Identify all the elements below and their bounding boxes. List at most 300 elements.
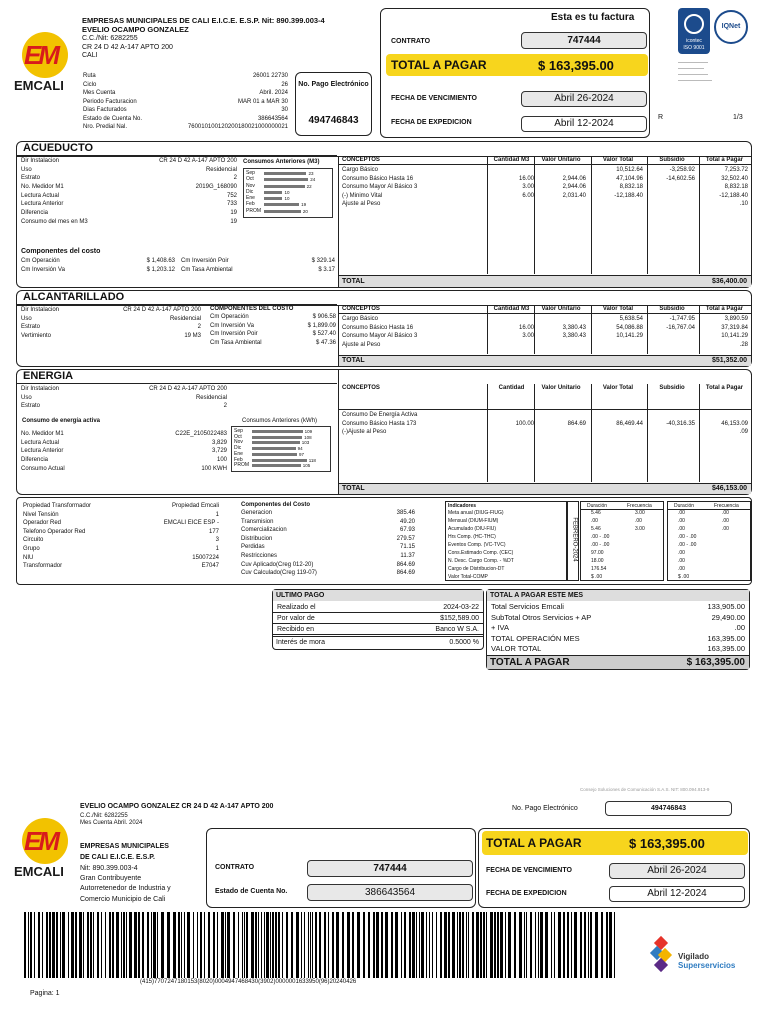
column-header: Subsidio	[659, 157, 685, 163]
month-total-row	[487, 623, 749, 634]
frequency-value: 3.00	[635, 510, 645, 516]
total-value: $ 163,395.00	[538, 58, 614, 73]
technical-cost-row-value: 71.15	[399, 544, 415, 551]
barcode-bar	[270, 912, 271, 978]
barcode-bar	[352, 912, 354, 978]
alcantarillado-cost-row-value: $ 47.36	[315, 340, 336, 347]
barcode-bar	[266, 912, 269, 978]
customer-id: C.C./Nit: 6282255	[82, 35, 138, 42]
technical-cost-row	[241, 535, 415, 544]
barcode-bar	[558, 912, 561, 978]
technical-row-value: E7047	[201, 563, 219, 570]
technical-section	[16, 497, 752, 585]
barcode-bar	[30, 912, 32, 978]
barcode-bar	[56, 912, 58, 978]
coupon-company-nit: Nit: 890.399.003-4	[80, 865, 138, 872]
last-payment-label: Recibido en	[277, 626, 314, 633]
account-row	[83, 123, 288, 132]
chart-month-label: Dic	[246, 188, 254, 195]
energia-active-row	[21, 430, 227, 439]
coupon-company-4: Autorretenedor de Industria y	[80, 885, 171, 892]
column-header: CONCEPTOS	[342, 157, 380, 163]
barcode-bar	[584, 912, 586, 978]
due-label: FECHA DE VENCIMIENTO	[391, 95, 477, 102]
grand-total-value: $ 163,395.00	[686, 657, 745, 668]
barcode-bar	[419, 912, 420, 978]
table-cell: 7,253.72	[724, 167, 748, 173]
barcode-bar	[264, 912, 265, 978]
account-row-value: 30	[281, 107, 288, 113]
alcantarillado-cost-row-label: Cm Tasa Ambiental	[210, 340, 262, 347]
duration-value: 5.46	[591, 510, 601, 516]
last-payment-value: 2024-03-22	[443, 604, 479, 611]
chart-month-label: Oct	[246, 176, 254, 183]
table-cell: -12,188.40	[719, 192, 748, 199]
duration-header: Duración	[674, 503, 695, 509]
frequency-value: .00	[635, 518, 642, 524]
technical-cost-row	[241, 526, 415, 535]
frequency-value: 3.00	[635, 526, 645, 532]
acueducto-concepts-table	[339, 156, 751, 274]
barcode-bar	[68, 912, 69, 978]
barcode-bar	[75, 912, 77, 978]
cost-label: Cm Operación	[21, 258, 60, 264]
indicator-label: Cons.Estimado Comp. (CEC)	[448, 550, 514, 556]
barcode-bar	[134, 912, 137, 978]
table-cell: (-)Ajuste al Peso	[342, 429, 387, 435]
duration-value: 5.46	[591, 526, 601, 532]
barcode-bar	[421, 912, 424, 978]
account-row-value: 386643564	[257, 115, 288, 122]
acueducto-cost-row	[21, 258, 335, 267]
chart-bar	[264, 203, 299, 206]
table-cell: .09	[739, 429, 748, 435]
payment-number-label: No. Pago Electrónico	[298, 81, 369, 88]
alcantarillado-info-row-label: Estrato	[21, 324, 41, 331]
month-total-row	[487, 602, 749, 613]
coupon-contract-box	[206, 828, 476, 908]
barcode-bar	[530, 912, 532, 978]
acueducto-chart-title: Consumos Anteriores (M3)	[243, 159, 320, 165]
energia-active-row-label: Lectura Actual	[21, 439, 60, 446]
table-cell: -14,602.56	[666, 175, 695, 182]
barcode-bar	[500, 912, 503, 978]
company-line: EMPRESAS MUNICIPALES DE CALI E.I.C.E. E.S.P. Nit: 890.399.003-4	[82, 16, 325, 25]
energia-info-row-value: Residencial	[195, 394, 227, 401]
barcode-bar	[233, 912, 235, 978]
coupon-customer: EVELIO OCAMPO GONZALEZ CR 24 D 42 A-147 APTO 200	[80, 803, 274, 810]
acueducto-title: ACUEDUCTO	[17, 142, 337, 156]
column-header: Subsidio	[659, 306, 685, 312]
barcode-bar	[301, 912, 302, 978]
energia-active-row-label: Consumo Actual	[21, 465, 65, 472]
alcantarillado-info-row	[21, 306, 201, 315]
barcode-bar	[376, 912, 379, 978]
barcode-bar	[71, 912, 74, 978]
barcode-bar	[466, 912, 467, 978]
technical-cost-row-label: Distribucion	[241, 535, 273, 542]
coupon-emcali-logo: EM EMCALI	[14, 818, 76, 880]
technical-row-label: Transformador	[23, 563, 63, 570]
table-cell: Consumo Básico Hasta 173	[342, 420, 417, 427]
energia-active-row-label: Lectura Anterior	[21, 448, 64, 455]
technical-row-value: 3	[215, 537, 219, 544]
barcode-bar	[452, 912, 455, 978]
energia-chart-title: Consumos Anteriores (kWh)	[242, 418, 318, 424]
barcode-bar	[310, 912, 311, 978]
barcode-bar	[197, 912, 198, 978]
barcode-bar	[153, 912, 156, 978]
barcode-bar	[157, 912, 158, 978]
account-row-label: Ruta	[83, 73, 96, 79]
issue-label: FECHA DE EXPEDICION	[391, 119, 472, 126]
barcode-bar	[480, 912, 482, 978]
barcode-bar	[204, 912, 205, 978]
chart-bar-value: 97	[299, 451, 305, 457]
chart-month-label: Feb	[234, 456, 243, 463]
table-cell: 5,638.54	[619, 316, 643, 322]
acueducto-info-row-value: Residencial	[205, 166, 237, 173]
table-cell: 10,141.29	[616, 333, 643, 339]
energia-active-row-label: No. Medidor M1	[21, 431, 64, 437]
alcantarillado-total-bar: TOTAL $51,352.00	[339, 355, 751, 366]
table-header	[339, 384, 751, 410]
month-total-value: .00	[734, 623, 745, 632]
account-row	[83, 106, 288, 115]
energia-info-row-label: Estrato	[21, 403, 41, 410]
energia-active-row-value: C22E_2105022483	[175, 431, 227, 437]
chart-month-label: Ene	[246, 195, 255, 202]
technical-cost-row-label: Restricciones	[241, 552, 278, 559]
issue-value: Abril 12-2024	[521, 116, 647, 132]
barcode-bar	[138, 912, 140, 978]
technical-cost-row-label: Cuv Calculado(Creg 119-07)	[241, 570, 317, 577]
frequency-value: .00	[722, 526, 729, 532]
page-fraction: 1/3	[733, 114, 743, 121]
barcode-bar	[46, 912, 48, 978]
duration-value: .00	[678, 550, 685, 556]
barcode-bar	[538, 912, 539, 978]
technical-cost-row	[241, 569, 415, 578]
last-payment-row	[273, 613, 483, 624]
barcode-bar	[282, 912, 283, 978]
account-row	[83, 98, 288, 107]
table-cell: 3,380.43	[562, 324, 586, 331]
cost-label: Cm Inversión Va	[21, 267, 65, 273]
duration-value: .00 - .00	[678, 534, 697, 540]
technical-row-label: Nivel Tensión	[23, 511, 59, 518]
technical-cost-title: Componentes del Costo	[241, 502, 311, 508]
barcode-bar	[161, 912, 164, 978]
technical-row-value: 177	[208, 528, 219, 535]
table-cell: 3.00	[522, 184, 534, 190]
barcode-bar	[34, 912, 35, 978]
account-row-label: Periodo Facturacion	[83, 98, 137, 105]
acueducto-info-row-value: 19	[230, 218, 237, 225]
acueducto-info-row	[21, 157, 237, 166]
column-header: Valor Total	[602, 157, 634, 163]
barcode-bar	[497, 912, 499, 978]
barcode-bar	[357, 912, 360, 978]
barcode-bar	[242, 912, 243, 978]
due-value: Abril 26-2024	[521, 91, 647, 107]
contract-value: 747444	[521, 32, 647, 49]
table-cell: -3,258.92	[669, 167, 695, 173]
barcode-bar	[483, 912, 485, 978]
account-row	[83, 72, 288, 81]
technical-cost-row-value: 11.37	[400, 552, 415, 559]
account-row-label: Ciclo	[83, 81, 97, 88]
alcantarillado-cost-row-label: Cm Inversión Poir	[210, 331, 258, 338]
barcode-bar	[540, 912, 543, 978]
technical-cost-row-label: Comercializacion	[241, 527, 287, 534]
energia-active-row	[21, 465, 227, 474]
barcode-bar	[251, 912, 254, 978]
barcode-bar	[126, 912, 127, 978]
barcode-bar	[62, 912, 65, 978]
technical-row-value: Propiedad Emcali	[171, 503, 219, 509]
barcode-bar	[409, 912, 411, 978]
alcantarillado-info	[21, 306, 201, 341]
cert-fineprint	[678, 58, 748, 88]
vigilado-label: Vigilado	[678, 952, 709, 961]
chart-bar	[264, 197, 282, 200]
alcantarillado-title: ALCANTARILLADO	[17, 291, 337, 305]
barcode-bar	[221, 912, 224, 978]
account-row-value: 26	[281, 81, 288, 88]
barcode-bar	[213, 912, 215, 978]
month-total-label: VALOR TOTAL	[491, 644, 542, 653]
coupon-state-label: Estado de Cuenta No.	[215, 888, 288, 895]
barcode-bar	[457, 912, 458, 978]
technical-row	[23, 536, 219, 545]
barcode-bar	[319, 912, 321, 978]
column-header: Cantidad	[498, 385, 525, 391]
chart-bar	[264, 185, 305, 188]
month-total-label: Total Servicios Emcali	[491, 602, 564, 611]
table-cell: 8,832.18	[619, 184, 643, 190]
alcantarillado-section	[16, 290, 752, 367]
acueducto-info-row-label: Uso	[21, 166, 32, 173]
energia-active-title: Consumo de energía activa	[22, 418, 101, 424]
barcode-bar	[225, 912, 226, 978]
acueducto-info-row-value: 752	[226, 192, 237, 199]
month-total-row	[487, 613, 749, 624]
account-row-label: Mes Cuenta	[83, 90, 116, 96]
alcantarillado-cost-row-value: $ 1,899.09	[307, 322, 336, 329]
alcantarillado-cost-title: COMPONENTES DEL COSTO	[210, 306, 294, 312]
table-cell: .28	[739, 341, 748, 348]
technical-row-label: NIU	[23, 554, 34, 561]
barcode-bar	[328, 912, 329, 978]
barcode-bar	[255, 912, 257, 978]
last-payment-value: $152,589.00	[440, 615, 479, 622]
energia-consumption-chart	[231, 426, 331, 472]
barcode-bar	[52, 912, 55, 978]
energia-info-row	[21, 394, 227, 403]
table-cell: 3,890.59	[724, 316, 748, 322]
acueducto-info-row-value: 19	[230, 210, 237, 217]
chart-month-label: PROM	[234, 462, 249, 469]
column-header: Total a Pagar	[705, 306, 744, 312]
month-total-value: 133,905.00	[707, 602, 745, 611]
coupon-company-1: EMPRESAS MUNICIPALES	[80, 843, 169, 850]
energia-active-row-value: 3,829	[211, 439, 227, 446]
duration-header: Duración	[587, 503, 608, 509]
column-header: CONCEPTOS	[342, 306, 380, 312]
interest-value: 0.5000 %	[449, 639, 479, 646]
customer-city: CALI	[82, 52, 98, 59]
barcode-bar	[275, 912, 277, 978]
barcode-bar	[580, 912, 582, 978]
acueducto-info-row-value: 733	[226, 201, 237, 208]
barcode-bar	[97, 912, 99, 978]
barcode-bar	[116, 912, 119, 978]
barcode-bar	[278, 912, 280, 978]
technical-info	[23, 502, 219, 571]
barcode-bar	[535, 912, 536, 978]
barcode-bar	[178, 912, 180, 978]
barcode-bar	[87, 912, 89, 978]
barcode-bar	[462, 912, 464, 978]
barcode-bar	[208, 912, 210, 978]
acueducto-info-row	[21, 218, 237, 227]
r-marker: R	[658, 114, 664, 121]
technical-row-label: Telefono Operador Red	[23, 528, 86, 535]
acueducto-info-row	[21, 209, 237, 218]
alcantarillado-info-row-value: CR 24 D 42 A-147 APTO 200	[123, 307, 201, 313]
chart-bar-value: 24	[310, 177, 316, 183]
account-row	[83, 89, 288, 98]
duration-value: .00	[678, 558, 685, 564]
alcantarillado-info-row-value: 19 M3	[184, 333, 201, 340]
last-payment-row	[273, 602, 483, 613]
last-payment-box	[272, 589, 484, 650]
barcode-bar	[416, 912, 417, 978]
alcantarillado-cost-row	[210, 313, 336, 322]
barcode-bar	[373, 912, 375, 978]
column-header: Valor Unitario	[541, 157, 581, 163]
barcode-bar	[315, 912, 317, 978]
barcode-bar	[401, 912, 402, 978]
barcode-bar	[187, 912, 190, 978]
page-number: Pagina: 1	[30, 990, 60, 997]
energia-info-row	[21, 385, 227, 394]
chart-bar-value: 109	[304, 429, 313, 434]
barcode-bar	[304, 912, 305, 978]
barcode-bar	[324, 912, 326, 978]
duration-value: .00	[678, 566, 685, 572]
acueducto-info-row	[21, 192, 237, 201]
duration-value: .00 - .00	[678, 542, 697, 548]
chart-bar-value: 105	[302, 463, 311, 469]
acueducto-info-row-label: Lectura Anterior	[21, 201, 64, 208]
technical-cost-row	[241, 543, 415, 552]
barcode-bar	[123, 912, 125, 978]
table-cell: 100.00	[515, 420, 534, 427]
month-total-label: + IVA	[491, 623, 509, 632]
chart-month-label: PROM	[246, 207, 261, 214]
table-cell: Cargo Básico	[342, 316, 379, 322]
technical-cost-row-value: 864.69	[396, 561, 415, 568]
frequency-header: Frecuencia	[627, 503, 652, 509]
month-total-title: TOTAL A PAGAR ESTE MES	[487, 590, 749, 601]
indicator-label: Valor Total-COMP	[448, 574, 488, 580]
acueducto-info-row	[21, 174, 237, 183]
duration-value: $ .00	[591, 574, 603, 580]
technical-row	[23, 528, 219, 537]
table-cell: -1,747.95	[669, 316, 695, 322]
invoice-caption: Esta es tu factura	[551, 12, 635, 23]
customer-address: CR 24 D 42 A-147 APTO 200	[82, 44, 173, 51]
acueducto-info-row-label: No. Medidor M1	[21, 184, 64, 191]
barcode-bar	[112, 912, 114, 978]
chart-bar	[264, 210, 301, 213]
barcode-bar	[332, 912, 334, 978]
chart-bar	[264, 172, 306, 175]
barcode-bar	[167, 912, 170, 978]
barcode-bar	[90, 912, 92, 978]
chart-month-label: Nov	[234, 439, 243, 446]
duration-value: .00	[678, 518, 685, 524]
barcode-bar	[440, 912, 442, 978]
acueducto-info-row-label: Dir Instalacion	[21, 158, 60, 164]
chart-bar	[264, 178, 308, 181]
alcantarillado-info-row-label: Uso	[21, 315, 32, 322]
table-cell: 46,153.09	[721, 420, 748, 427]
alcantarillado-info-row-label: Vertimiento	[21, 333, 52, 340]
barcode-bar	[60, 912, 61, 978]
chart-bar	[252, 447, 296, 450]
chart-bar	[252, 436, 302, 439]
barcode-bar	[381, 912, 383, 978]
chart-bar-value: 108	[304, 434, 312, 440]
table-cell: 54,086.88	[616, 324, 643, 331]
barcode-bar	[444, 912, 447, 978]
chart-bar-value: 103	[301, 440, 310, 446]
last-payment-label: Realizado el	[277, 604, 316, 611]
duration-value: .00	[678, 526, 685, 532]
barcode-bar	[395, 912, 398, 978]
barcode-bar	[42, 912, 43, 978]
energia-concepts-table	[339, 384, 751, 482]
month-total-label: TOTAL OPERACIÓN MES	[491, 633, 580, 643]
acueducto-info-row	[21, 200, 237, 209]
column-header: Cantidad M3	[493, 306, 530, 312]
barcode-bar	[24, 912, 26, 978]
cost-label: Cm Tasa Ambiental	[181, 267, 233, 273]
acueducto-info-row-value: 2019G_168090	[195, 184, 237, 191]
chart-bar	[252, 453, 297, 456]
indicators-col1	[580, 501, 664, 581]
coupon-customer-id: C.C./Nit: 6282255	[80, 813, 128, 819]
barcode-bar	[142, 912, 144, 978]
barcode-bar	[291, 912, 293, 978]
alcantarillado-concepts-table	[339, 305, 751, 354]
column-header: Valor Unitario	[541, 385, 581, 391]
account-row	[83, 115, 288, 124]
coupon-payment-label: No. Pago Electrónico	[512, 805, 578, 812]
table-cell: Consumo Básico Hasta 16	[342, 324, 414, 331]
superservicios-icon	[652, 938, 672, 972]
month-total-value: 29,490.00	[711, 612, 745, 622]
barcode-bar	[468, 912, 469, 978]
barcode-bar	[109, 912, 111, 978]
barcode-bar	[588, 912, 589, 978]
table-cell: 37,319.84	[721, 324, 748, 331]
acueducto-cost-title: Componentes del costo	[21, 248, 101, 255]
column-header: Total a Pagar	[705, 157, 744, 163]
